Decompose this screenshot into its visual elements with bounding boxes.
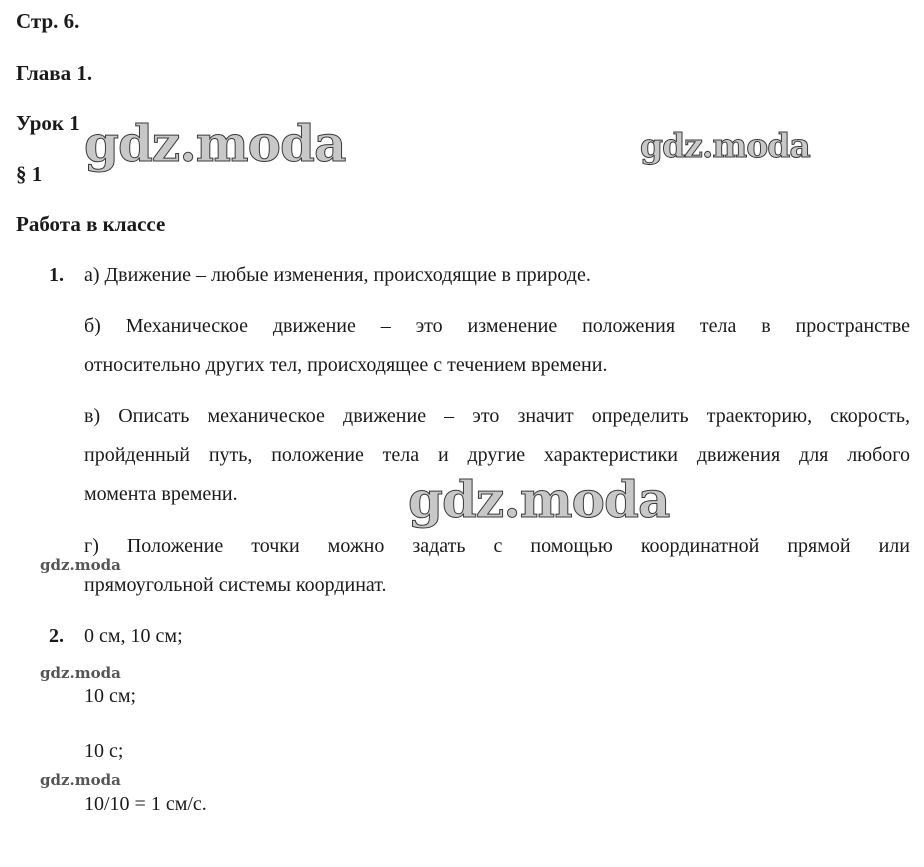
watermark-logo: gdz.moda [640, 126, 810, 165]
task-2-line-2: 10 см; [84, 685, 137, 707]
watermark-logo: gdz.moda [40, 556, 121, 574]
task-1-item-g-line-2: прямоугольной системы координат. [84, 574, 387, 596]
task-1-item-b-line-2: относительно других тел, происходящее с течением времени. [84, 354, 608, 376]
page-number: Стр. 6. [16, 9, 80, 33]
chapter-title: Глава 1. [16, 61, 93, 85]
task-1-item-v-line-3: момента времени. [84, 483, 238, 505]
task-2-line-3: 10 с; [84, 740, 124, 762]
task-1-item-v-line-2: пройденный путь, положение тела и другие характеристики движения для любого [84, 444, 910, 466]
watermark-logo: gdz.moda [40, 771, 121, 789]
task-2-line-4: 10/10 = 1 см/с. [84, 793, 207, 815]
task-1-item-g-line-1: г) Положение точки можно задать с помощью координатной прямой или [84, 535, 910, 557]
lesson-title: Урок 1 [16, 111, 80, 135]
task-1-number: 1. [49, 264, 64, 286]
task-2-number: 2. [49, 625, 64, 647]
watermark-logo: gdz.moda [408, 470, 670, 529]
task-1-item-a: а) Движение – любые изменения, происходящие в природе. [84, 264, 591, 286]
task-1-item-v-line-1: в) Описать механическое движение – это значит определить траекторию, скорость, [84, 405, 910, 427]
task-1-item-b-line-1: б) Механическое движение – это изменение положения тела в пространстве [84, 315, 910, 337]
section-title: Работа в классе [16, 212, 166, 236]
task-2-line-1: 0 см, 10 см; [84, 625, 183, 647]
watermark-logo: gdz.moda [84, 114, 346, 173]
watermark-logo: gdz.moda [40, 664, 121, 682]
paragraph-title: § 1 [16, 162, 43, 186]
